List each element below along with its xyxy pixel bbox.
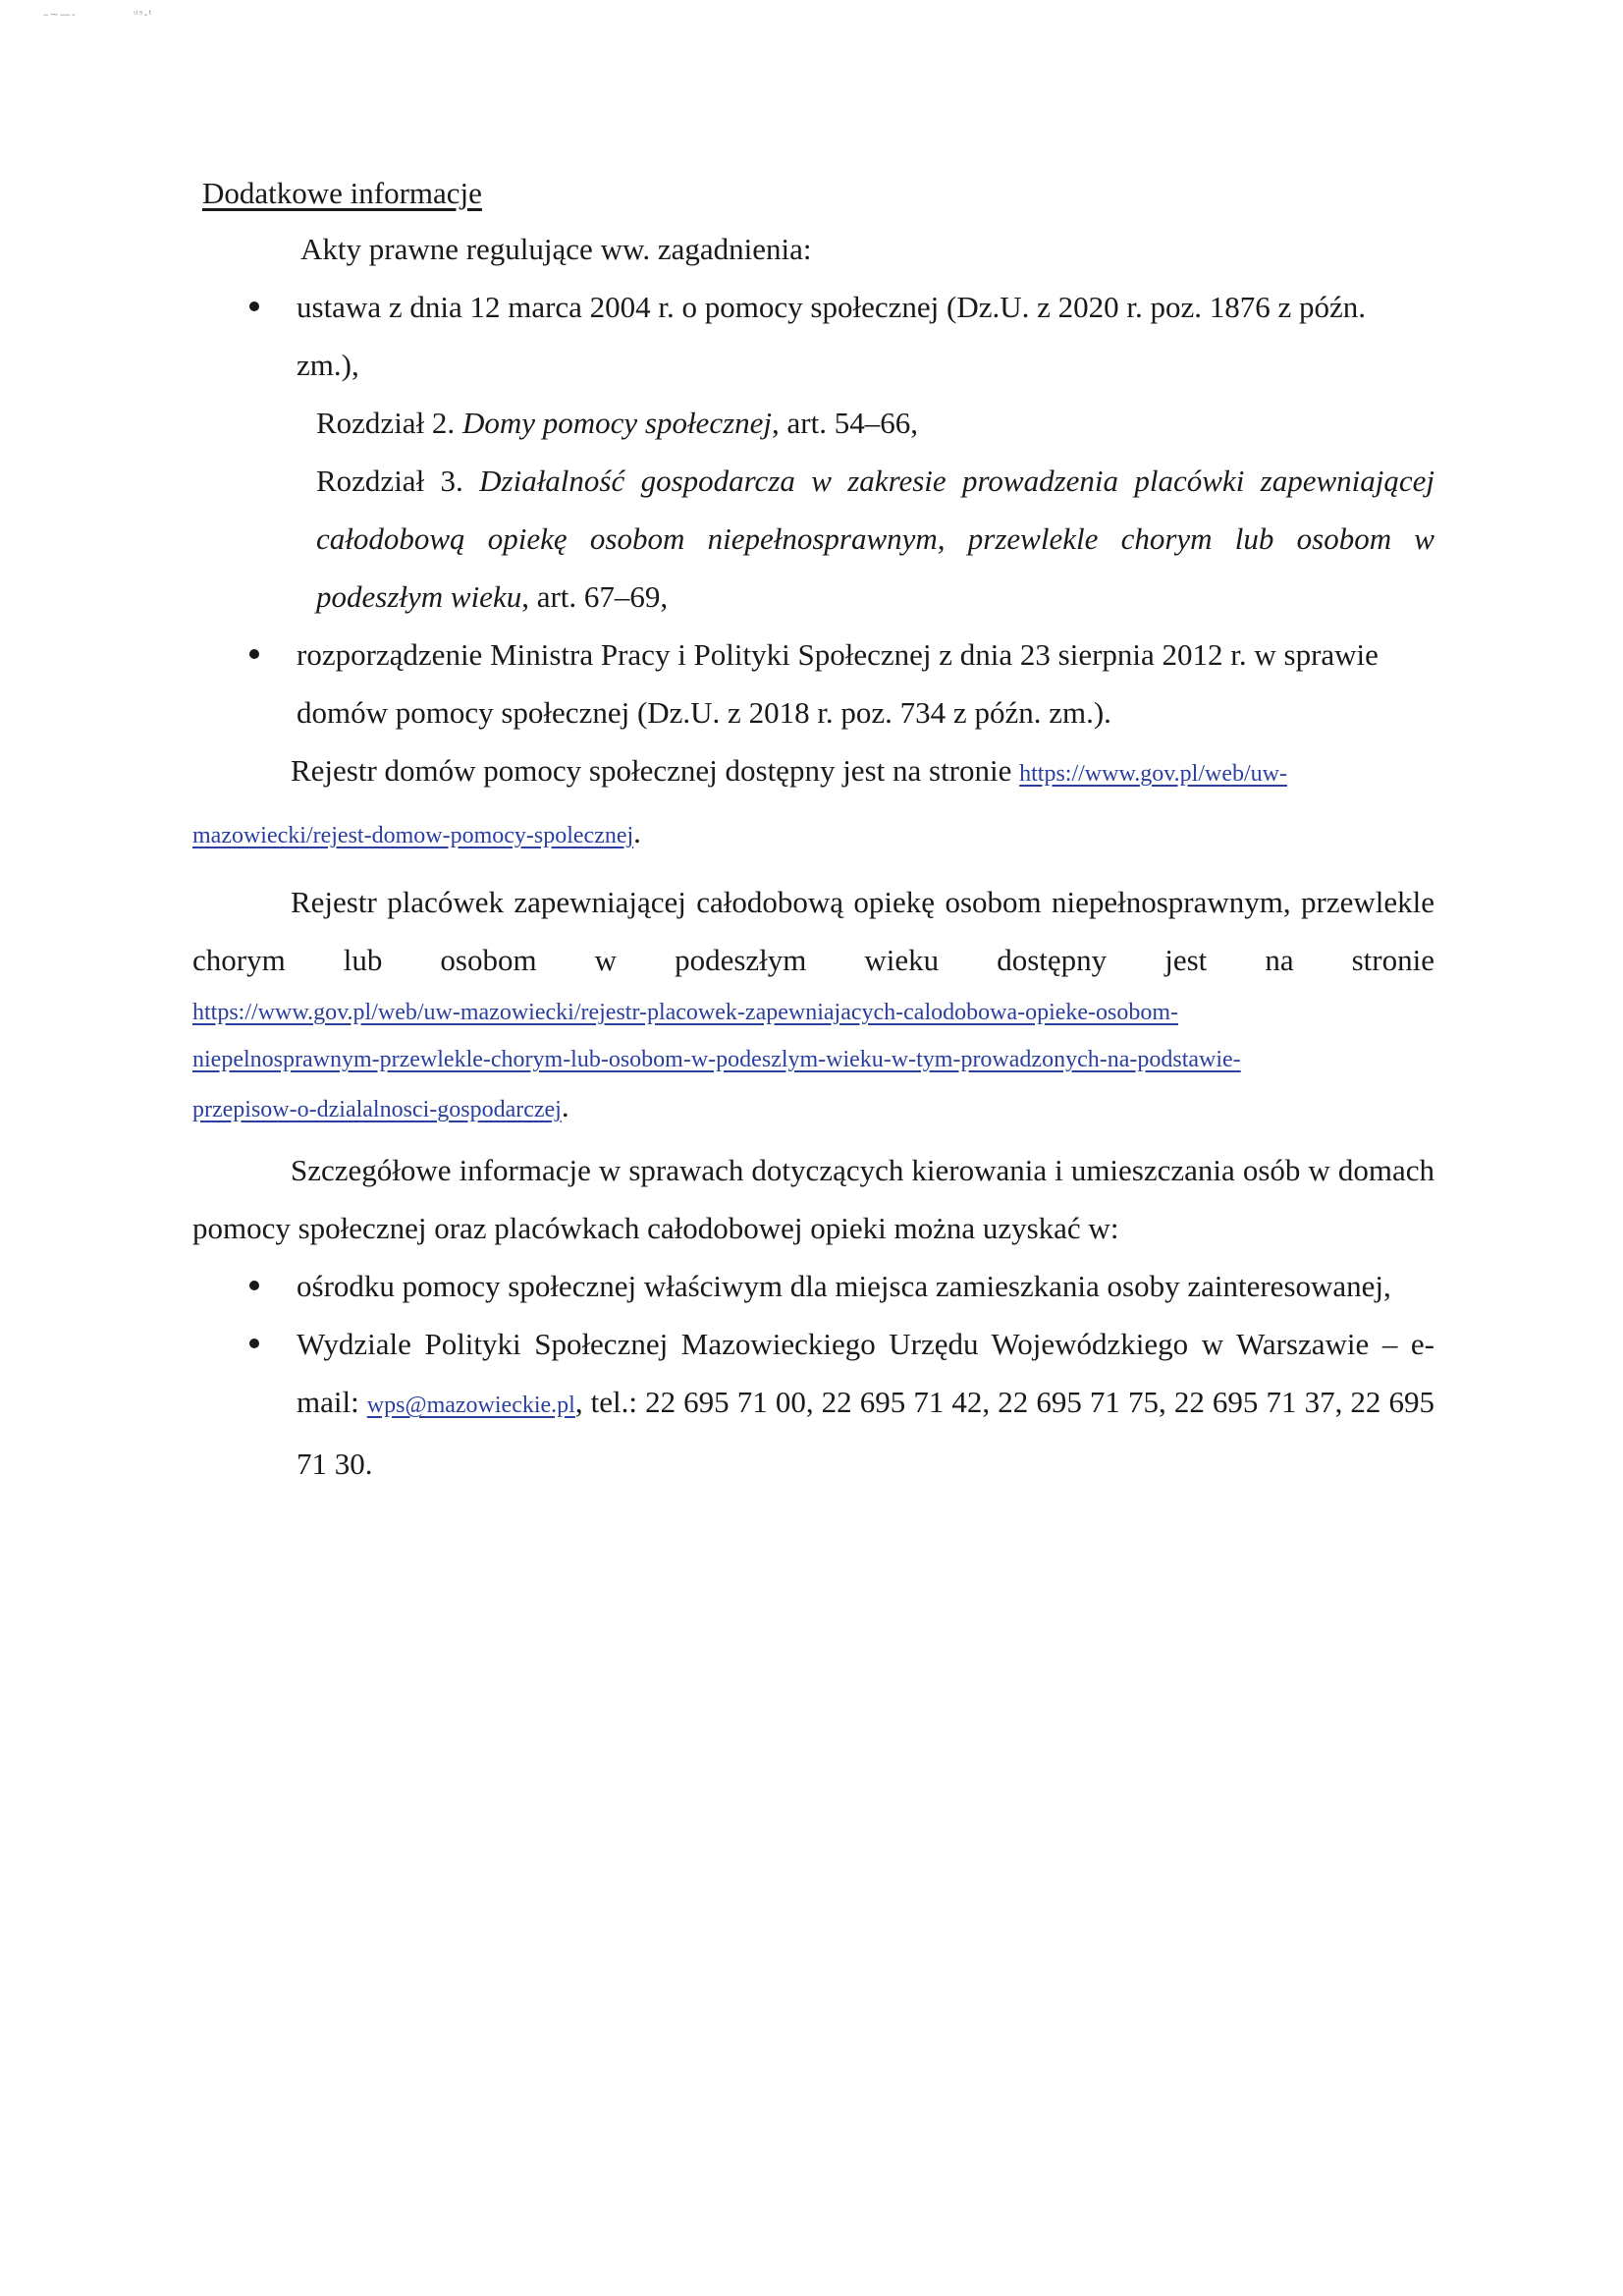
chapter-prefix: Rozdział 2. — [316, 406, 462, 440]
registry-end: . — [561, 1089, 569, 1123]
chapter-title: Działalność gospodarcza w zakresie prowadzenia placówki zapewniającej całodobową opiekę osobom niepełnosprawnym, przewlekle chorym lub osobom w podeszłym wieku — [316, 464, 1435, 614]
chapter-2-line — [192, 394, 1434, 452]
section-heading: Dodatkowe informacje — [202, 176, 482, 210]
document-body — [192, 167, 1434, 1493]
contact-item-prefix: Wydziale Polityki Społecznej Mazowieckiego Urzędu Wojewódzkiego w Warszawie – e-mail: — [297, 1327, 1434, 1419]
link-text[interactable]: https://www.gov.pl/web/uw- — [1019, 761, 1287, 787]
details-paragraph: Szczegółowe informacje w sprawach dotyczących kierowania i umieszczania osób w domach pomocy społecznej oraz placówkach całodobowej opieki można uzyskać w: — [192, 1153, 1434, 1245]
chapter-suffix: , art. 54–66, — [772, 406, 918, 440]
chapter-3-line — [192, 452, 1434, 626]
legal-acts-list — [192, 278, 1434, 394]
list-item — [192, 626, 1434, 741]
bullet-icon — [249, 1339, 259, 1348]
contact-item-suffix: , tel.: 22 695 71 00, 22 695 71 42, 22 695 71 75, 22 695 71 37, 22 695 71 30. — [297, 1385, 1434, 1481]
registry-2-link[interactable]: https://www.gov.pl/web/uw-mazowiecki/rejestr-placowek-zapewniajacych-calodobowa-opieke-osobom- — [192, 1000, 1179, 1025]
list-item — [192, 1315, 1434, 1493]
registry-end: . — [633, 815, 641, 849]
contact-list — [192, 1257, 1434, 1493]
bullet-icon — [249, 649, 259, 659]
chapter-prefix: Rozdział 3. — [316, 464, 480, 498]
registry-text: Rejestr domów pomocy społecznej dostępny jest na stronie — [291, 753, 1020, 788]
registry-2-link[interactable]: przepisow-o-dzialalnosci-gospodarczej — [192, 1097, 562, 1122]
scan-mark: ᵘˢ‐ᵗ — [134, 8, 153, 21]
registry-2-link-block — [192, 989, 1434, 1133]
email-link[interactable]: wps@mazowieckie.pl — [366, 1393, 575, 1418]
link-text[interactable]: mazowiecki/rejest-domow-pomocy-spolecznej — [192, 823, 634, 848]
contact-item-text: ośrodku pomocy społecznej właściwym dla miejsca zamieszkania osoby zainteresowanej, — [297, 1269, 1391, 1303]
registry-2-link[interactable]: niepelnosprawnym-przewlekle-chorym-lub-osobom-w-podeszlym-wieku-w-tym-prowadzonych-na-podstawie- — [192, 1047, 1241, 1072]
bullet-icon — [249, 301, 259, 311]
scan-mark: –~—‐ — [43, 8, 80, 21]
registry-1-paragraph — [192, 741, 1434, 865]
registry-2-paragraph: Rejestr placówek zapewniającej całodobową opiekę osobom niepełnosprawnym, przewlekle chorym lub osobom w podeszłym wieku dostępny jest na stronie — [192, 885, 1434, 977]
list-item — [192, 278, 1434, 394]
list-item — [192, 1257, 1434, 1315]
bullet-icon — [249, 1281, 259, 1290]
chapter-suffix: , art. 67–69, — [521, 579, 669, 614]
act-item-text: ustawa z dnia 12 marca 2004 r. o pomocy społecznej (Dz.U. z 2020 r. poz. 1876 z późn. zm.), — [297, 290, 1366, 382]
legal-acts-list — [192, 626, 1434, 741]
chapter-title: Domy pomocy społecznej — [461, 406, 773, 440]
act-item-text: rozporządzenie Ministra Pracy i Polityki Społecznej z dnia 23 sierpnia 2012 r. w sprawie domów pomocy społecznej (Dz.U. z 2018 r. poz. 734 z późn. zm.). — [297, 637, 1379, 730]
intro-paragraph: Akty prawne regulujące ww. zagadnienia: — [300, 232, 812, 266]
